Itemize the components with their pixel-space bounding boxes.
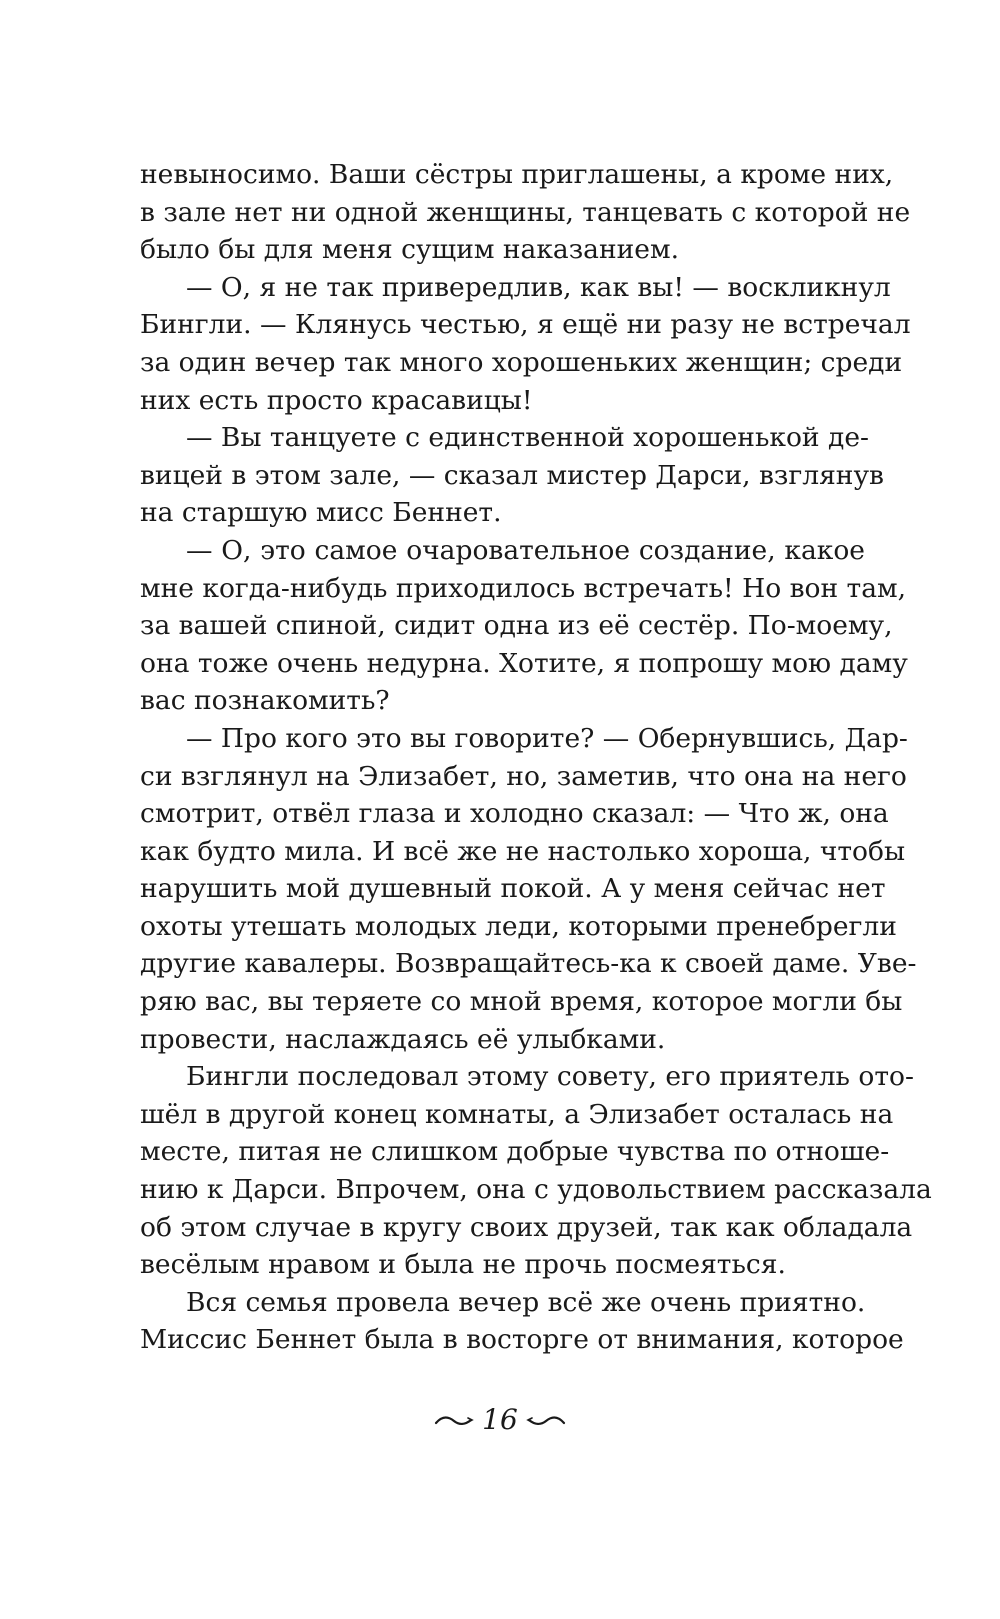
text-line: шёл в другой конец комнаты, а Элизабет осталась на [140,1098,894,1130]
right-swash-ornament-icon [526,1410,566,1430]
text-line: как будто мила. И всё же не настолько хороша, чтобы [140,835,906,867]
text-line: провести, наслаждаясь её улыбками. [140,1023,666,1055]
text-line: Вся семья провела вечер всё же очень приятно. [186,1286,866,1318]
text-line: месте, питая не слишком добрые чувства по отноше- [140,1136,890,1168]
text-line: Бингли последовал этому совету, его приятель ото- [186,1061,914,1093]
text-line: в зале нет ни одной женщины, танцевать с которой не [140,196,911,228]
text-line: нарушить мой душевный покой. А у меня сейчас нет [140,873,886,905]
text-line: си взглянул на Элизабет, но, заметив, что она на него [140,760,907,792]
text-line: невыносимо. Ваши сёстры приглашены, а кроме них, [140,159,894,190]
text-line: вицей в этом зале, — сказал мистер Дарси, взглянув [140,459,884,491]
page-number: 16 [482,1403,518,1436]
text-line: мне когда-нибудь приходилось встречать! Но вон там, [140,572,907,604]
text-line: Бингли. — Клянусь честью, я ещё ни разу не встречал [140,309,911,341]
text-line: нию к Дарси. Впрочем, она с удовольствием рассказала [140,1174,932,1206]
text-line: об этом случае в кругу своих друзей, так как обладала [140,1211,913,1243]
text-line: них есть просто красавицы! [140,384,533,416]
body-text [140,156,932,1359]
text-line: смотрит, отвёл глаза и холодно сказал: — Что ж, она [140,798,889,830]
page-folio [0,1400,1000,1440]
text-line: другие кавалеры. Возвращайтесь-ка к своей даме. Уве- [140,948,917,980]
text-line: за вашей спиной, сидит одна из её сестёр. По-моему, [140,610,893,642]
text-line: весёлым нравом и была не прочь посмеяться. [140,1249,786,1281]
text-line: за один вечер так много хорошеньких женщин; среди [140,346,903,378]
text-line: — О, это самое очаровательное создание, какое [186,534,865,566]
text-line: на старшую мисс Беннет. [140,497,502,529]
text-line: — Вы танцуете с единственной хорошенькой де- [186,422,869,454]
text-line: ряю вас, вы теряете со мной время, которое могли бы [140,986,903,1018]
text-line: Миссис Беннет была в восторге от внимания, которое [140,1324,904,1356]
text-line: было бы для меня сущим наказанием. [140,234,680,266]
text-line: — Про кого это вы говорите? — Обернувшись, Дар- [186,722,908,754]
text-line: она тоже очень недурна. Хотите, я попрошу мою даму [140,647,908,679]
text-line: охоты утешать молодых леди, которыми пренебрегли [140,910,897,942]
left-swash-ornament-icon [434,1410,474,1430]
text-line: вас познакомить? [140,685,390,717]
text-line: — О, я не так привередлив, как вы! — воскликнул [186,271,891,303]
